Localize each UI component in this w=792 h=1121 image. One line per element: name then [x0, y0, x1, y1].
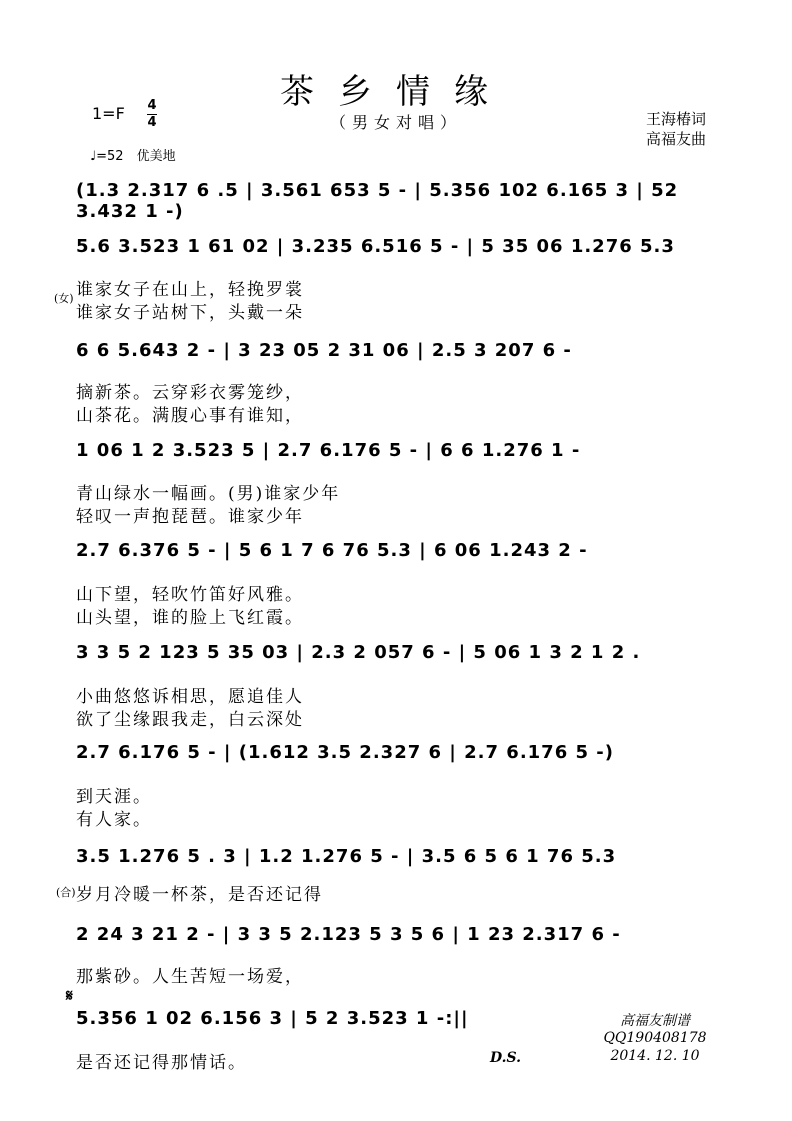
key-signature: 1=F [92, 104, 125, 123]
notation-system-1 [76, 180, 716, 222]
lyric-line-2: 山茶花。满腹心事有谁知， [76, 406, 304, 426]
lyric-verse-line [76, 275, 716, 300]
lyric-verse-line [76, 580, 716, 605]
lyric-line-1: 小曲悠悠诉相思，愿追佳人 [76, 687, 304, 707]
ds-marking: D.S. [490, 1050, 522, 1066]
notation-line: (1.3 2.317 6 .5 | 3.561 653 5 - | 5.356 102 6.165 3 | 52 3.432 1 -) [76, 180, 679, 222]
lyric-verse-line [76, 962, 716, 987]
notation-system-4 [76, 440, 716, 470]
lyric-verse-line [76, 705, 716, 730]
notation-line: 3 3 5 2 123 5 35 03 | 2.3 2 057 6 - | 5 06 1 3 2 1 2 . [76, 642, 641, 663]
lyric-verse-line [76, 1048, 496, 1073]
singer-label-chorus: (合) [56, 886, 76, 899]
notation-system-3 [76, 340, 716, 370]
lyric-line-2: 谁家女子站树下，头戴一朵 [76, 303, 304, 323]
composer-credit: 高福友曲 [645, 130, 706, 148]
lyric-verse-line [76, 401, 716, 426]
contact-qq: QQ190408178 [603, 1030, 707, 1046]
tempo-marking: ♩=52 优美地 [90, 149, 176, 164]
lyric-line-2: 轻叹一声抱琵琶。谁家少年 [76, 507, 304, 527]
notation-system-8 [76, 846, 716, 876]
lyric-line-2: 欲了尘缘跟我走，白云深处 [76, 710, 304, 730]
notation-system-5 [76, 540, 716, 570]
notation-line: 2.7 6.176 5 - | (1.612 3.5 2.327 6 | 2.7 6.176 5 -) [76, 742, 614, 763]
lyric-verse-line [76, 880, 716, 905]
notation-system-6 [76, 642, 716, 672]
notation-system-2 [76, 236, 716, 266]
song-subtitle: （男女对唱） [329, 113, 462, 132]
song-title: 茶乡情缘 [280, 72, 512, 112]
lyric-line-1: 那紫砂。人生苦短一场爱， [76, 967, 304, 987]
lyric-line-1: 摘新茶。云穿彩衣雾笼纱， [76, 383, 304, 403]
notation-system-9 [76, 924, 716, 954]
time-signature-bottom: 4 [147, 115, 157, 130]
lyricist-credit: 王海椿词 [645, 110, 706, 128]
lyric-line-2: 有人家。 [76, 810, 152, 830]
lyric-line-1: 到天涯。 [76, 787, 152, 807]
lyric-line-1: 山下望，轻吹竹笛好风雅。 [76, 585, 304, 605]
singer-label-female: (女) [54, 292, 74, 305]
notation-line: 5.6 3.523 1 61 02 | 3.235 6.516 5 - | 5 35 06 1.276 5.3 [76, 236, 675, 257]
lyric-verse-line [76, 378, 716, 403]
lyric-verse-line [76, 682, 716, 707]
lyric-line-1: 是否还记得那情话。 [76, 1053, 247, 1073]
lyric-line-1: 岁月冷暖一杯茶，是否还记得 [76, 885, 323, 905]
segno-sign: 𝄋 [66, 986, 73, 1005]
arranger-stamp: 高福友制谱 [620, 1013, 690, 1029]
notation-line: 3.5 1.276 5 . 3 | 1.2 1.276 5 - | 3.5 6 5 6 1 76 5.3 [76, 846, 617, 867]
lyric-verse-line [76, 502, 716, 527]
notation-line: 2 24 3 21 2 - | 3 3 5 2.123 5 3 5 6 | 1 23 2.317 6 - [76, 924, 621, 945]
lyric-verse-line [76, 805, 276, 830]
arrangement-date: 2014. 12. 10 [610, 1048, 700, 1064]
lyric-line-2: 山头望，谁的脸上飞红霞。 [76, 608, 304, 628]
notation-line: 6 6 5.643 2 - | 3 23 05 2 31 06 | 2.5 3 207 6 - [76, 340, 572, 361]
lyric-verse-line [76, 298, 716, 323]
notation-line: 1 06 1 2 3.523 5 | 2.7 6.176 5 - | 6 6 1.276 1 - [76, 440, 581, 461]
notation-line: 2.7 6.376 5 - | 5 6 1 7 6 76 5.3 | 6 06 1.243 2 - [76, 540, 588, 561]
time-signature-top: 4 [147, 98, 157, 113]
notation-line: 5.356 1 02 6.156 3 | 5 2 3.523 1 -:|| [76, 1008, 469, 1029]
lyric-verse-line [76, 603, 716, 628]
notation-system-10 [76, 1008, 516, 1038]
lyric-line-1: 谁家女子在山上，轻挽罗裳 [76, 280, 304, 300]
lyric-verse-line [76, 479, 716, 504]
lyric-verse-line [76, 782, 276, 807]
lyric-line-1: 青山绿水一幅画。(男)谁家少年 [76, 484, 341, 504]
time-signature [147, 99, 157, 130]
notation-system-7 [76, 742, 716, 772]
